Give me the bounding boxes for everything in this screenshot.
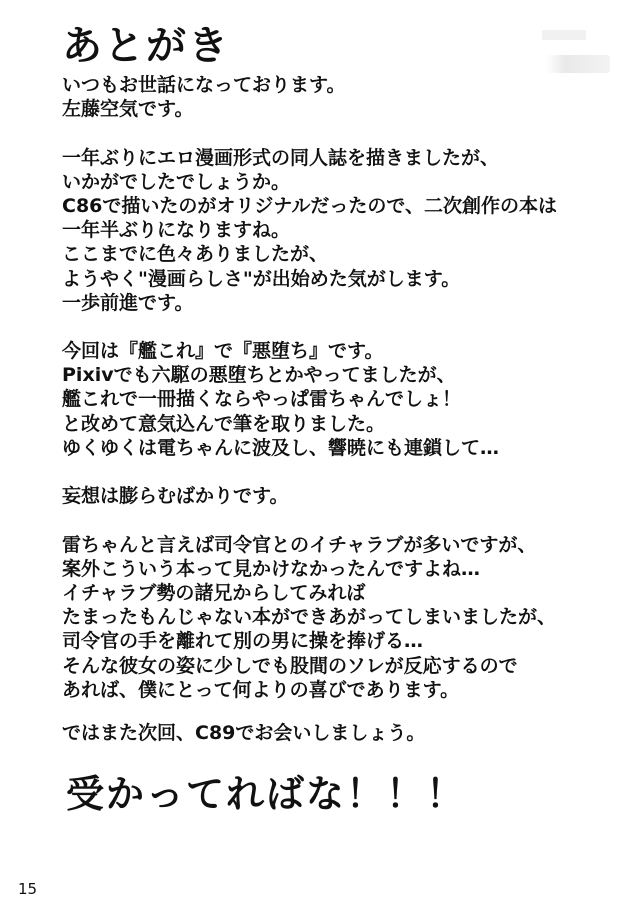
text-line: 一年半ぶりになりますね。 (62, 219, 291, 242)
page-title: あとがき (62, 23, 230, 69)
text-line: 今回は『艦これ』で『悪堕ち』です。 (62, 340, 384, 363)
shout-line: 受かってればな！！！ (66, 772, 467, 816)
text-line: 左藤空気です。 (62, 98, 194, 121)
text-line: 司令官の手を離れて別の男に操を捧げる… (62, 630, 424, 653)
paragraph-gap (62, 315, 622, 339)
scan-artifact (542, 30, 586, 40)
text-line: 一歩前進です。 (62, 291, 194, 314)
paragraph-gap (62, 460, 622, 484)
text-line: イチャラブ勢の諸兄からしてみれば (62, 581, 366, 604)
text-line: C86で描いたのがオリジナルだったので、二次創作の本は (62, 194, 558, 217)
text-line: あれば、僕にとって何よりの喜びであります。 (62, 678, 460, 701)
text-line: と改めて意気込んで筆を取りました。 (62, 412, 386, 435)
text-line: ようやく"漫画らしさ"が出始めた気がします。 (62, 267, 461, 290)
text-line: 一年ぶりにエロ漫画形式の同人誌を描きましたが、 (62, 146, 500, 169)
text-line: たまったもんじゃない本ができあがってしまいましたが、 (62, 606, 557, 629)
paragraph-gap (62, 121, 622, 145)
text-line: Pixivでも六駆の悪堕ちとかやってましたが、 (62, 364, 456, 387)
text-line: 雷ちゃんと言えば司令官とのイチャラブが多いですが、 (62, 533, 537, 556)
page-number: 15 (18, 880, 38, 898)
text-line: ゆくゆくは電ちゃんに波及し、響暁にも連鎖して… (62, 436, 500, 459)
text-line: 艦これで一冊描くならやっぱ雷ちゃんでしょ！ (62, 388, 462, 411)
text-line: 妄想は膨らむばかりです。 (62, 485, 289, 508)
text-line: いかがでしたでしょうか。 (62, 170, 291, 193)
text-line: ここまでに色々ありましたが、 (62, 243, 329, 266)
text-line: 案外こういう本って見かけなかったんですよね… (62, 557, 481, 580)
closing-line: ではまた次回、C89でお会いしましょう。 (62, 722, 426, 744)
afterword-body (62, 73, 622, 702)
scan-artifact (546, 55, 610, 73)
paragraph-gap (62, 508, 622, 532)
text-line: そんな彼女の姿に少しでも股間のソレが反応するので (62, 654, 518, 677)
text-line: いつもお世話になっております。 (62, 74, 346, 96)
